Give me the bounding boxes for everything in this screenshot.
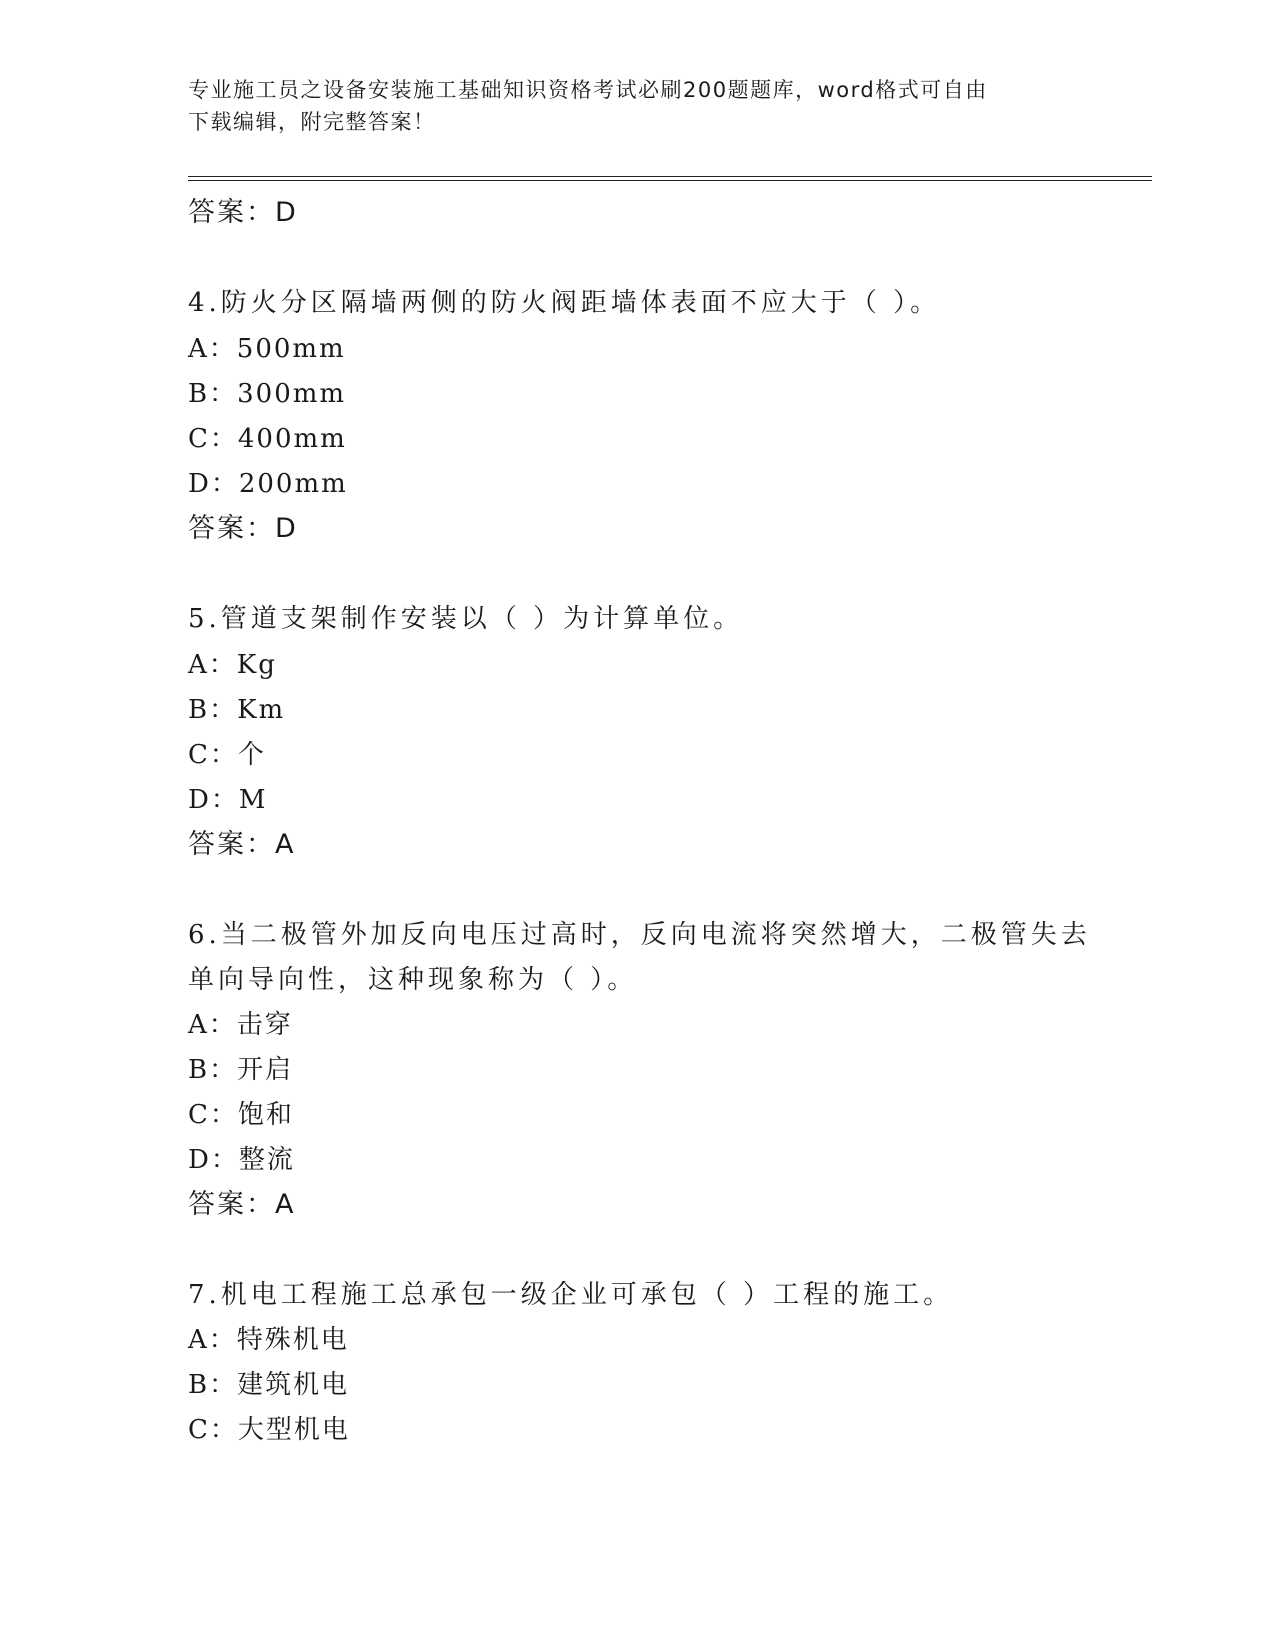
question-5-stem: 5.管道支架制作安装以（ ）为计算单位。	[188, 604, 744, 634]
question-7-option-a: A：特殊机电	[188, 1325, 349, 1355]
question-6-option-c: C：饱和	[188, 1100, 294, 1130]
header-divider-top	[188, 176, 1152, 177]
question-6-stem-line-1: 6.当二极管外加反向电压过高时，反向电流将突然增大，二极管失去	[188, 920, 1091, 950]
question-5-option-a: A：Kg	[188, 650, 277, 680]
document-header-line-2: 下载编辑，附完整答案！	[188, 110, 436, 134]
question-4-option-a: A：500mm	[188, 334, 346, 364]
question-5-option-c: C：个	[188, 740, 266, 770]
question-4-option-d: D：200mm	[188, 469, 348, 499]
question-5-answer: 答案：A	[188, 829, 296, 860]
question-4-option-b: B：300mm	[188, 379, 347, 409]
document-header-line-1: 专业施工员之设备安装施工基础知识资格考试必刷200题题库，word格式可自由	[188, 78, 988, 102]
question-6-option-d: D：整流	[188, 1145, 295, 1175]
question-4-option-c: C：400mm	[188, 424, 347, 454]
question-7-option-c: C：大型机电	[188, 1415, 350, 1445]
previous-answer: 答案：D	[188, 197, 298, 228]
question-4-stem: 4.防火分区隔墙两侧的防火阀距墙体表面不应大于（ ）。	[188, 288, 941, 318]
question-4-answer: 答案：D	[188, 513, 298, 544]
question-7-stem: 7.机电工程施工总承包一级企业可承包（ ）工程的施工。	[188, 1280, 954, 1310]
question-6-option-a: A：击穿	[188, 1010, 293, 1040]
question-6-option-b: B：开启	[188, 1055, 294, 1085]
question-5-option-b: B：Km	[188, 695, 286, 725]
question-6-answer: 答案：A	[188, 1189, 296, 1220]
question-6-stem-line-2: 单向导向性，这种现象称为（ ）。	[188, 965, 638, 995]
question-7-option-b: B：建筑机电	[188, 1370, 350, 1400]
header-divider-bottom	[188, 180, 1152, 181]
question-5-option-d: D：M	[188, 785, 268, 815]
